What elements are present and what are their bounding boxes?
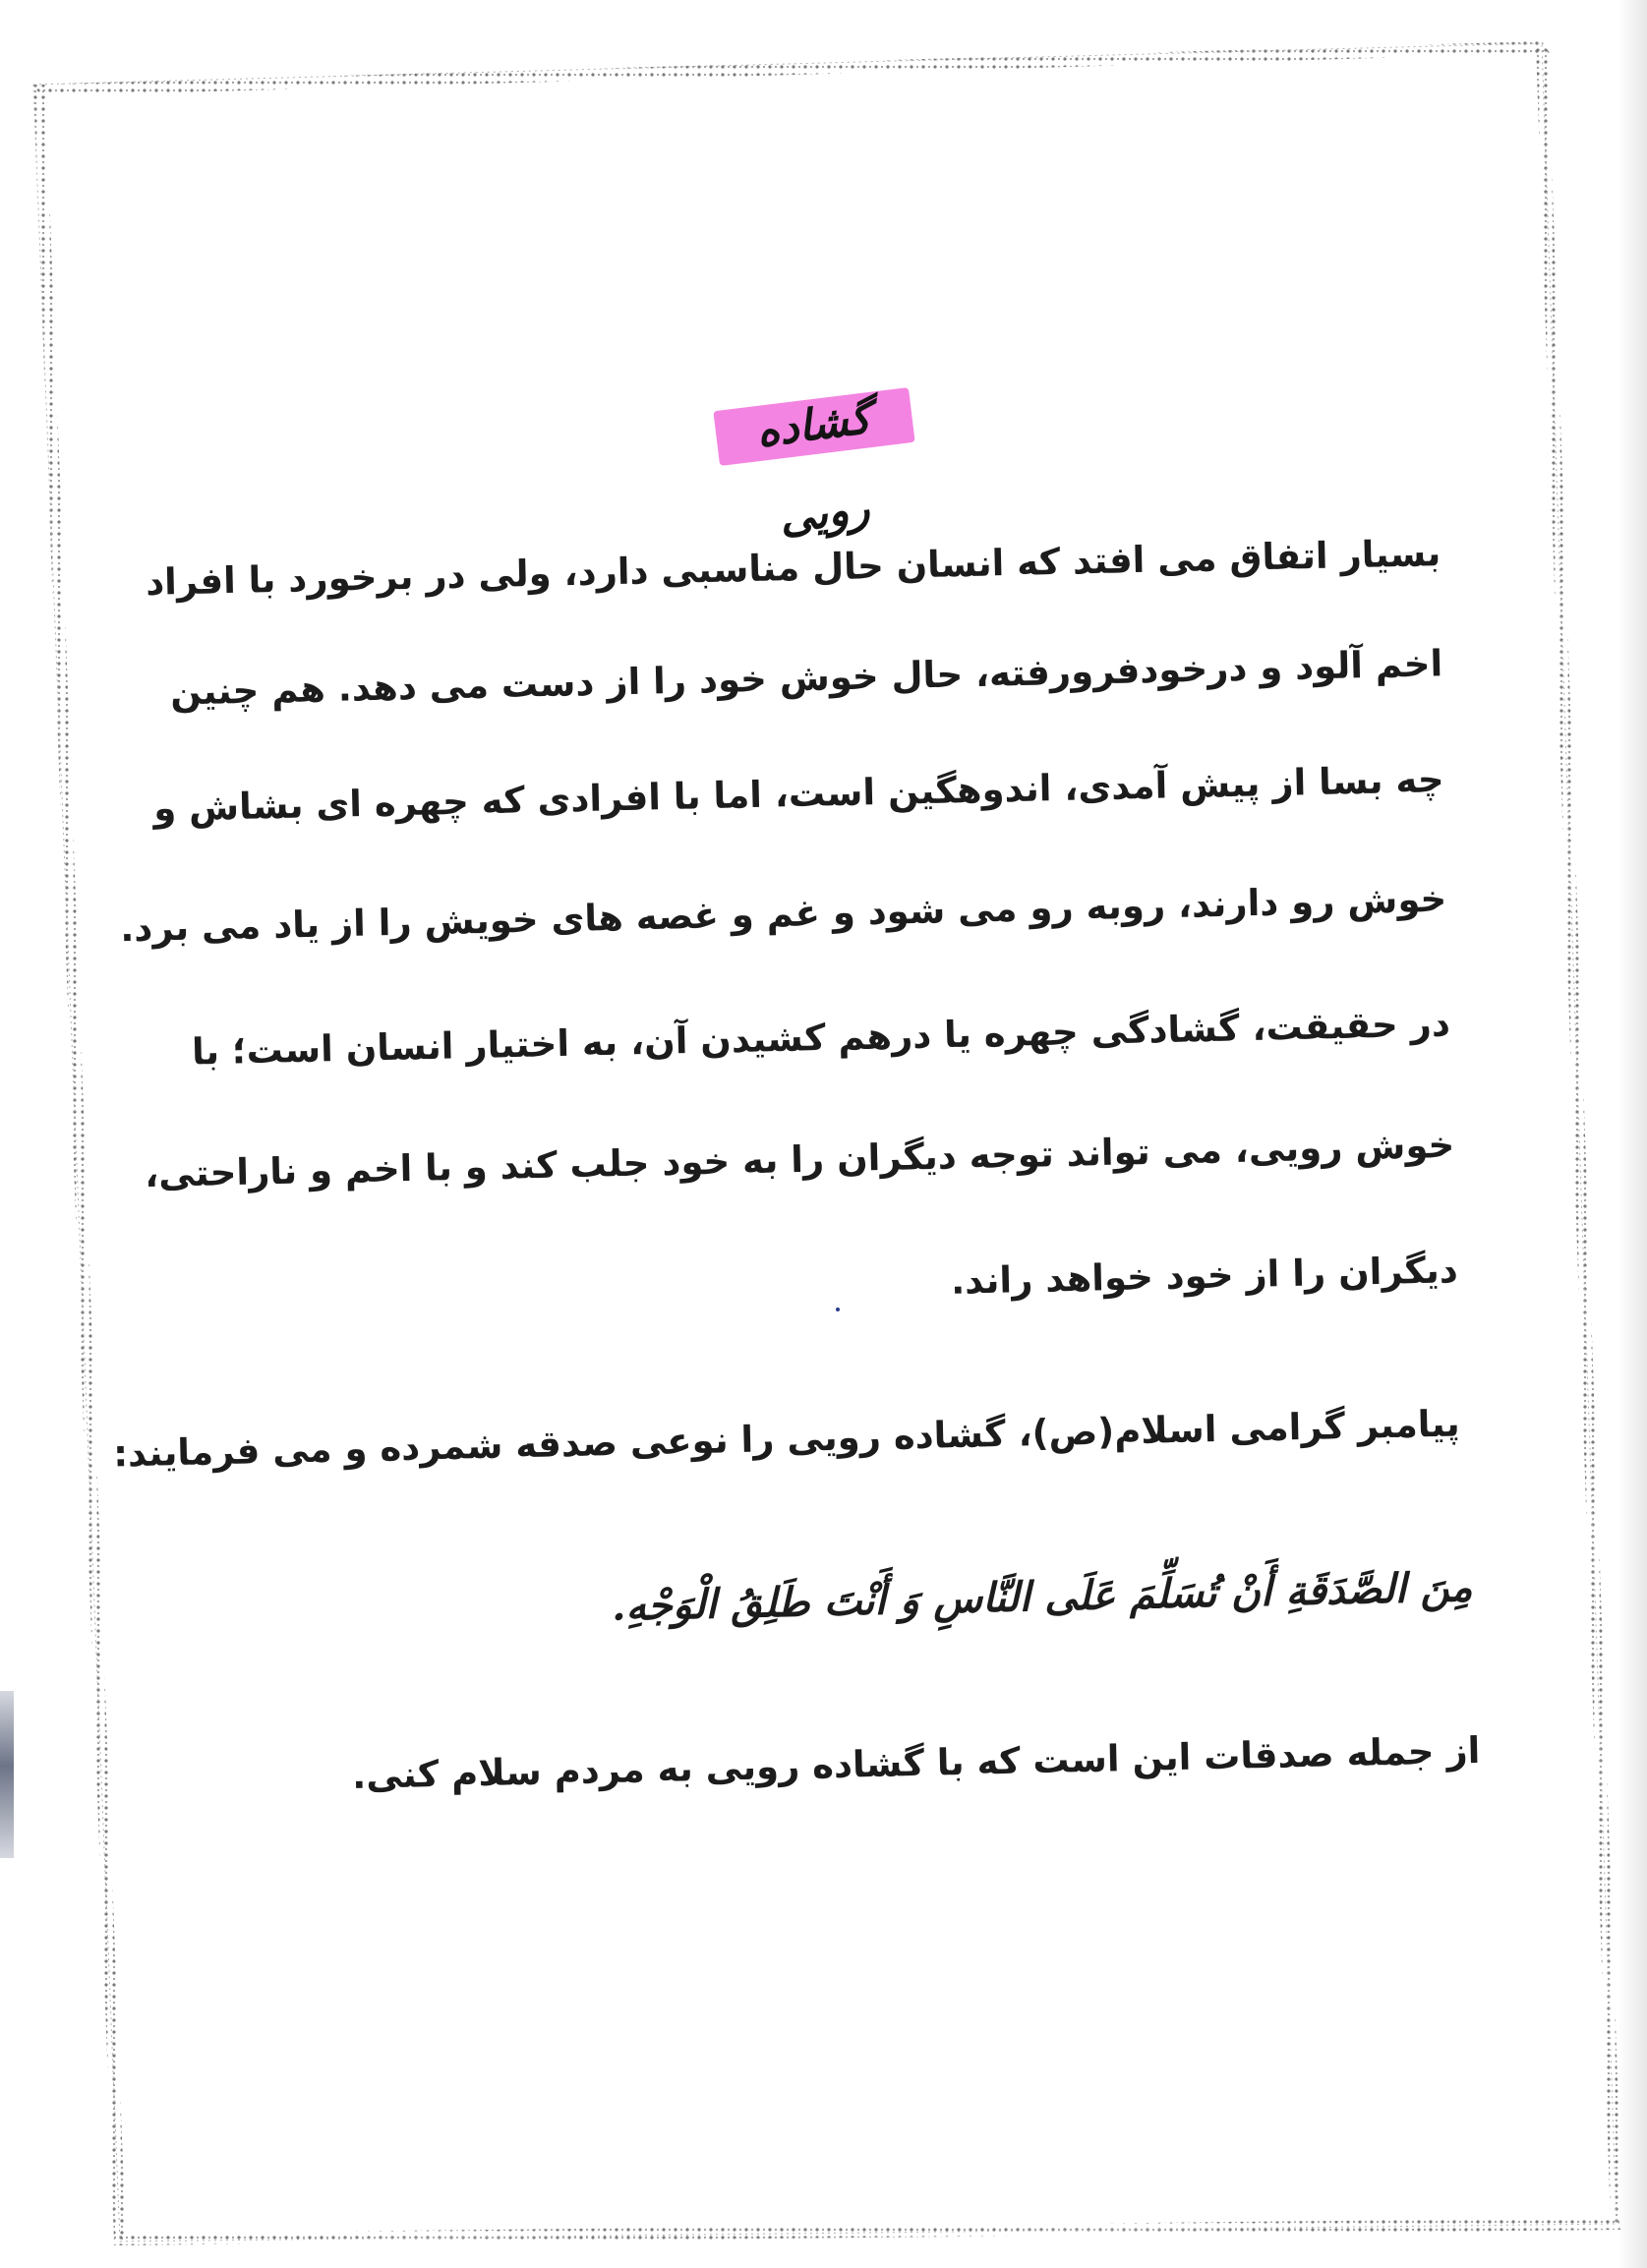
paragraph1-line1: بسیار اتفاق می افتد که انسان حال مناسبی دارد، ولی در برخورد با افراد (145, 532, 1441, 604)
paragraph1-line3: چه بسا از پیش آمدی، اندوهگین است، اما با افرادی که چهره ای بشاش و (152, 758, 1445, 830)
page-title (716, 381, 912, 544)
hadith-quote: مِنَ الصَّدَقَةِ أَنْ تُسَلِّمَ عَلَى النَّاسِ وَ أَنْتَ طَلِقُ الْوَجْهِ. (611, 1563, 1473, 1630)
hadith-translation: از جمله صدقات این است که با گشاده رویی به مردم سلام کنی. (351, 1728, 1481, 1798)
ink-speck (836, 1308, 840, 1311)
paragraph2-line2: خوش رویی، می تواند توجه دیگران را به خود جلب کند و با اخم و ناراحتی، (144, 1123, 1455, 1196)
paragraph2-line3: دیگران را از خود خواهد راند. (950, 1249, 1459, 1303)
paragraph2-line1: در حقیقت، گشادگی چهره یا درهم کشیدن آن، به اختیار انسان است؛ با (191, 1002, 1451, 1074)
paragraph1-line2: اخم آلود و درخودفرورفته، حال خوش خود را از دست می دهد. هم چنین (169, 642, 1443, 714)
paragraph3-line1: پیامبر گرامی اسلام(ص)، گشاده رویی را نوعی صدقه شمرده و می فرمایند: (112, 1402, 1461, 1476)
paragraph1-line4: خوش رو دارند، روبه رو می شود و غم و غصه های خویش را از یاد می برد. (119, 877, 1447, 951)
title-text: گشاده رویی (753, 393, 874, 544)
